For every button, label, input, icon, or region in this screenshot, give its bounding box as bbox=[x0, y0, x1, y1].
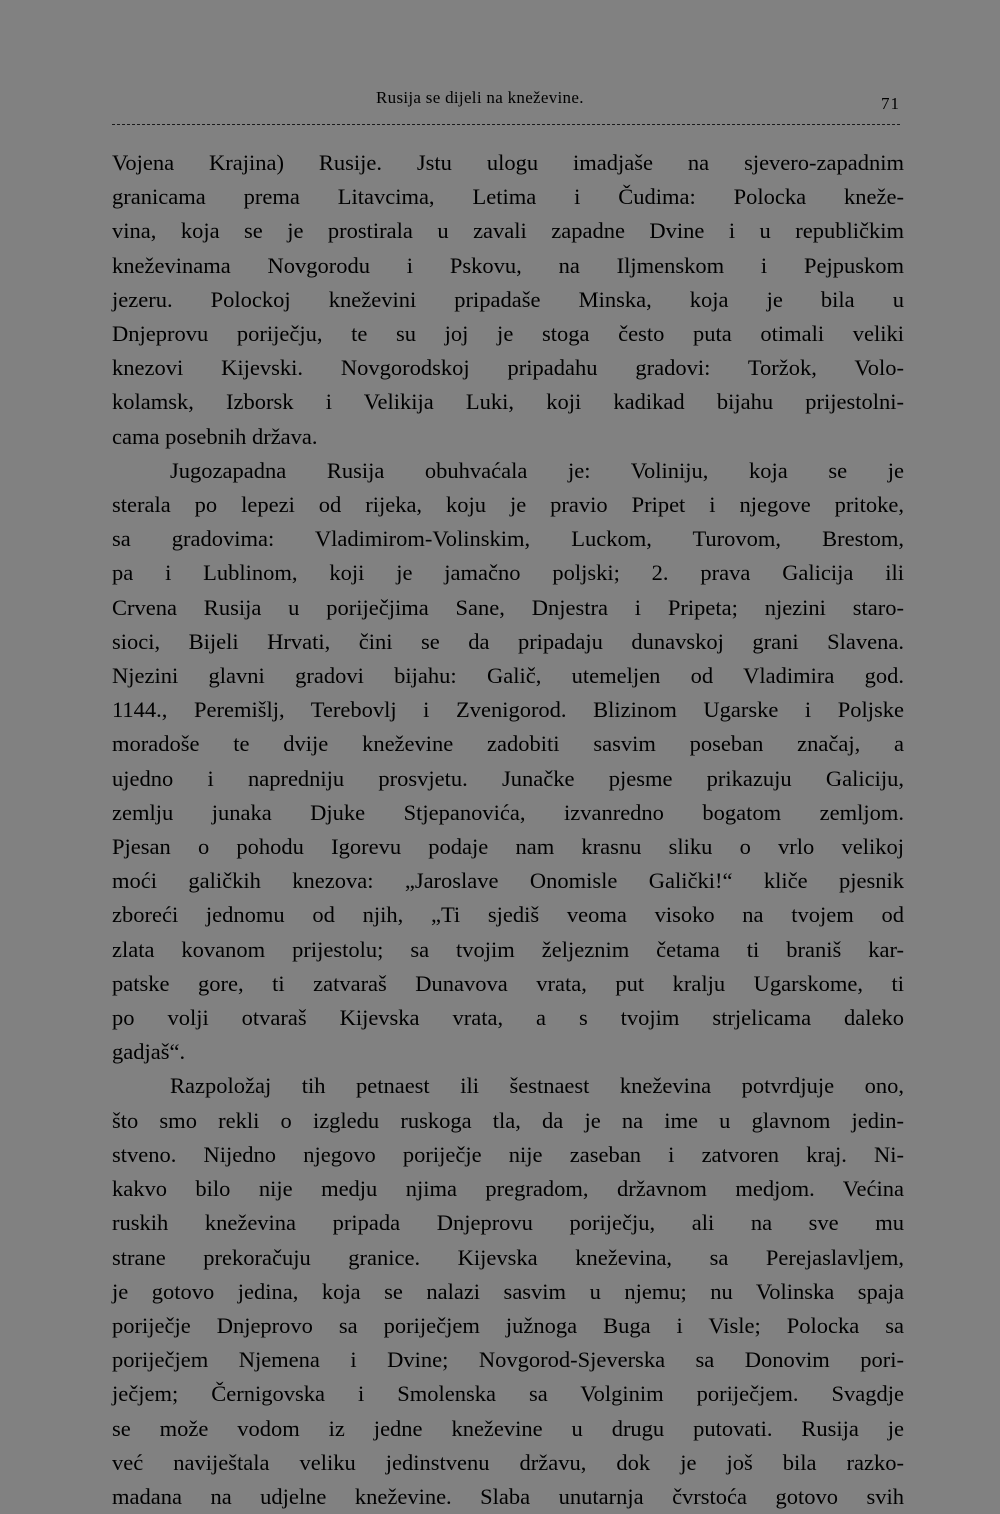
text-line: ječjem; Černigovska i Smolenska sa Volginim poriječjem. Svagdje bbox=[112, 1381, 904, 1407]
page-number: 71 bbox=[881, 94, 900, 113]
paragraph-3 bbox=[112, 1069, 904, 1514]
paragraph-1 bbox=[112, 146, 904, 454]
text-line: Crvena Rusija u poriječjima Sane, Dnjestra i Pripeta; njezini staro- bbox=[112, 594, 904, 620]
text-line: Njezini glavni gradovi bijahu: Galič, utemeljen od Vladimira god. bbox=[112, 663, 904, 689]
text-line: gadjaš“. bbox=[112, 1039, 186, 1065]
text-line: madana na udjelne kneževine. Slaba unutarnja čvrstoća gotovo svih bbox=[112, 1483, 904, 1509]
text-line: se može vodom iz jedne kneževine u drugu putovati. Rusija je bbox=[112, 1415, 904, 1441]
text-line: Jugozapadna Rusija obuhvaćala je: Voliniju, koja se je bbox=[170, 457, 904, 483]
text-line: ujedno i napredniju prosvjetu. Junačke pjesme prikazuju Galiciju, bbox=[112, 765, 904, 791]
text-line: zlata kovanom prijestolu; sa tvojim željeznim četama ti braniš kar- bbox=[112, 936, 904, 962]
text-line: kneževinama Novgorodu i Pskovu, na Iljmenskom i Pejpuskom bbox=[112, 252, 904, 278]
text-line: ruskih kneževina pripada Dnjeprovu poriječju, ali na sve mu bbox=[112, 1210, 904, 1236]
text-line: jezeru. Polockoj kneževini pripadaše Minska, koja je bila u bbox=[112, 286, 904, 312]
text-line: knezovi Kijevski. Novgorodskoj pripadahu gradovi: Toržok, Volo- bbox=[112, 355, 904, 381]
text-line: Dnjeprovu poriječju, te su joj je stoga često puta otimali veliki bbox=[112, 321, 904, 347]
text-line: sa gradovima: Vladimirom-Volinskim, Luckom, Turovom, Brestom, bbox=[112, 526, 904, 552]
text-line: vina, koja se je prostirala u zavali zapadne Dvine i u republičkim bbox=[112, 218, 904, 244]
text-line: kolamsk, Izborsk i Velikija Luki, koji kadikad bijahu prijestolni- bbox=[112, 389, 904, 415]
text-line: već naviještala veliku jedinstvenu državu, dok je još bila razko- bbox=[112, 1449, 904, 1475]
text-line: poriječje Dnjeprovo sa poriječjem južnoga Buga i Visle; Polocka sa bbox=[112, 1312, 904, 1338]
text-line: strane prekoračuju granice. Kijevska kneževina, sa Perejaslavljem, bbox=[112, 1244, 904, 1270]
text-line: Vojena Krajina) Rusije. Jstu ulogu imadjaše na sjevero-zapadnim bbox=[112, 150, 904, 175]
text-line: je gotovo jedina, koja se nalazi sasvim u njemu; nu Volinska spaja bbox=[112, 1278, 904, 1304]
text-line: sterala po lepezi od rijeka, koju je pravio Pripet i njegove pritoke, bbox=[112, 492, 904, 518]
text-line: sioci, Bijeli Hrvati, čini se da pripadaju dunavskoj grani Slavena. bbox=[112, 628, 904, 654]
text-line: zboreći jednomu od njih, „Ti sjediš veoma visoko na tvojem od bbox=[112, 902, 904, 928]
paragraph-2 bbox=[112, 454, 904, 1070]
body-text bbox=[112, 146, 904, 1514]
text-line: zemlju junaka Djuke Stjepanovića, izvanredno bogatom zemljom. bbox=[112, 799, 904, 825]
text-line: pa i Lublinom, koji je jamačno poljski; 2. prava Galicija ili bbox=[112, 560, 904, 586]
text-line: po volji otvaraš Kijevska vrata, a s tvojim strjelicama daleko bbox=[112, 1005, 904, 1031]
text-line: moći galičkih knezova: „Jaroslave Onomisle Galički!“ kliče pjesnik bbox=[112, 868, 904, 894]
text-line: granicama prema Litavcima, Letima i Čudima: Polocka kneže- bbox=[112, 184, 904, 210]
running-title: Rusija se dijeli na kneževine. bbox=[376, 88, 584, 107]
running-head bbox=[112, 88, 902, 120]
text-line: kakvo bilo nije medju njima pregradom, državnom medjom. Većina bbox=[112, 1176, 904, 1202]
text-line: 1144., Peremišlj, Terebovlj i Zvenigorod. Blizinom Ugarske i Poljske bbox=[112, 697, 904, 723]
header-rule bbox=[112, 124, 900, 125]
text-line: stveno. Nijedno njegovo poriječje nije zaseban i zatvoren kraj. Ni- bbox=[112, 1141, 904, 1167]
text-line: patske gore, ti zatvaraš Dunavova vrata, put kralju Ugarskome, ti bbox=[112, 970, 904, 996]
text-line: moradoše te dvije kneževine zadobiti sasvim poseban značaj, a bbox=[112, 731, 904, 757]
text-line: Razpoložaj tih petnaest ili šestnaest kneževina potvrdjuje ono, bbox=[170, 1073, 904, 1099]
text-line: poriječjem Njemena i Dvine; Novgorod-Sjeverska sa Donovim pori- bbox=[112, 1347, 904, 1373]
text-line: cama posebnih država. bbox=[112, 423, 318, 449]
text-line: Pjesan o pohodu Igorevu podaje nam krasnu sliku o vrlo velikoj bbox=[112, 834, 904, 860]
text-line: što smo rekli o izgledu ruskoga tla, da je na ime u glavnom jedin- bbox=[112, 1107, 904, 1133]
